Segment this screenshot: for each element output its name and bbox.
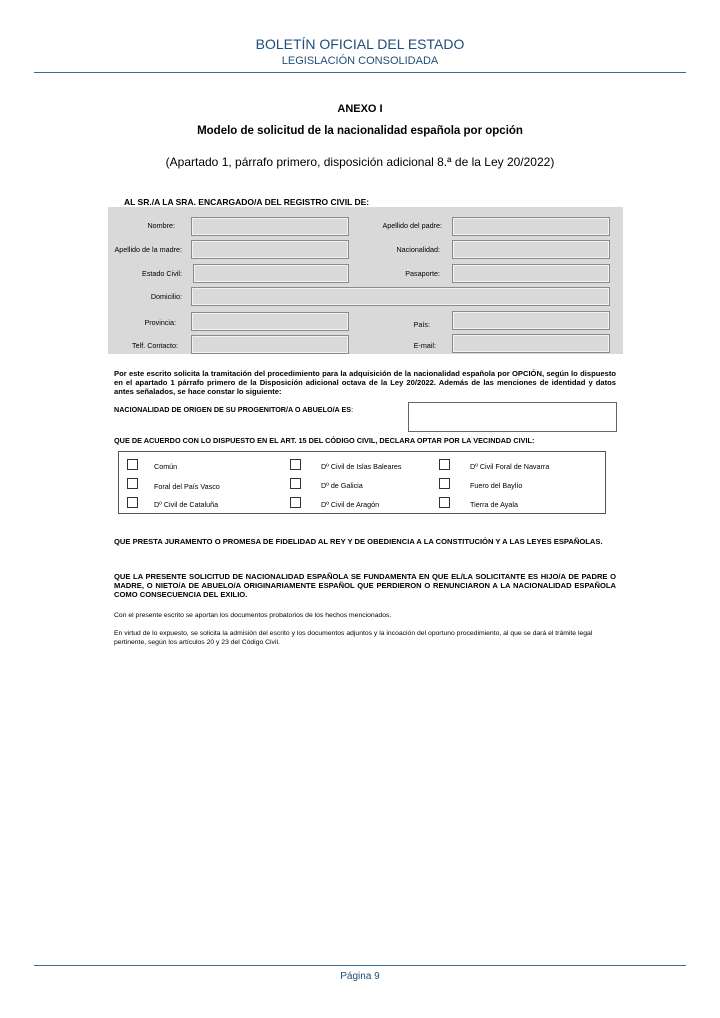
option-aragon: Dº Civil de Aragón [321,500,380,509]
option-pais-vasco: Foral del País Vasco [154,482,220,491]
origin-nationality-field[interactable] [408,402,617,432]
pasaporte-field[interactable] [452,264,610,283]
telefono-field[interactable] [191,335,349,354]
page-number: Página 9 [340,971,380,982]
checkbox-navarra[interactable] [439,459,450,470]
header-divider [34,72,686,73]
annex-heading: ANEXO I [337,103,383,115]
nombre-field[interactable] [191,217,349,236]
option-navarra: Dº Civil Foral de Navarra [470,462,550,471]
addressee-line: AL SR./A LA SRA. ENCARGADO/A DEL REGISTRO CIVIL DE: [124,197,370,207]
label-email: E-mail: [413,341,436,350]
option-cataluna: Dº Civil de Cataluña [154,500,219,509]
apellido-padre-field[interactable] [452,217,610,236]
vecindad-civil-label: QUE DE ACUERDO CON LO DISPUESTO EN EL ART. 15 DEL CÓDIGO CIVIL, DECLARA OPTAR POR LA VECINDAD CIVIL: [114,436,535,445]
checkbox-tierra-ayala[interactable] [439,497,450,508]
origin-nationality-label [114,405,404,414]
oath-declaration: QUE PRESTA JURAMENTO O PROMESA DE FIDELIDAD AL REY Y DE OBEDIENCIA A LA CONSTITUCIÓN Y A LAS LEYES ESPAÑOLAS. [114,537,603,546]
label-apellido-padre: Apellido del padre: [382,221,442,230]
checkbox-aragon[interactable] [290,497,301,508]
checkbox-pais-vasco[interactable] [127,478,138,489]
documents-statement: Con el presente escrito se aportan los documentos probatorios de los hechos mencionados. [114,612,392,619]
label-estado-civil: Estado Civil: [142,269,182,278]
checkbox-baylio[interactable] [439,478,450,489]
bulletin-subtitle: LEGISLACIÓN CONSOLIDADA [281,55,439,67]
label-provincia: Provincia: [144,318,176,327]
pais-field[interactable] [452,311,610,330]
option-baylio: Fuero del Baylío [470,481,523,490]
foundation-declaration: QUE LA PRESENTE SOLICITUD DE NACIONALIDAD ESPAÑOLA SE FUNDAMENTA EN QUE EL/LA SOLICITANTE ES HIJO/A DE PADRE O MADRE, O NIETO/A DE ABUELO/A ORIGINARIAMENTE ESPAÑOL QUE PERDIERON O RENUNCIARON A LA NACIONALIDAD ESPAÑOLA COMO CONSECUENCIA DEL EXILIO. [114,572,616,600]
form-title: Modelo de solicitud de la nacionalidad española por opción [197,125,523,137]
label-domicilio: Domicilio: [150,292,182,301]
checkbox-cataluna[interactable] [127,497,138,508]
origin-label-colon: : [351,405,354,414]
checkbox-galicia[interactable] [290,478,301,489]
form-subtitle: (Apartado 1, párrafo primero, disposición adicional 8.ª de la Ley 20/2022) [165,155,555,169]
apellido-madre-field[interactable] [191,240,349,259]
label-nombre: Nombre: [147,221,175,230]
footer-divider [34,965,686,966]
label-telefono: Telf. Contacto: [132,341,178,350]
checkbox-islas-baleares[interactable] [290,459,301,470]
domicilio-field[interactable] [191,287,610,306]
nacionalidad-field[interactable] [452,240,610,259]
label-nacionalidad: Nacionalidad: [396,245,440,254]
request-paragraph: Por este escrito solicita la tramitación del procedimiento para la adquisición de la nacionalidad española por OPCIÓN, según lo dispuesto en el apartado 1 párrafo primero de la Disposición adicional octava de la Ley 20/2022. Además de las menciones de identidad y datos antes señalados, se hace constar lo siguiente: [114,369,616,397]
option-tierra-ayala: Tierra de Ayala [470,500,518,509]
option-islas-baleares: Dº Civil de Islas Baleares [321,462,402,471]
label-pasaporte: Pasaporte: [405,269,440,278]
provincia-field[interactable] [191,312,349,331]
email-field[interactable] [452,334,610,353]
checkbox-comun[interactable] [127,459,138,470]
label-apellido-madre: Apellido de la madre: [114,245,182,254]
origin-label-text: NACIONALIDAD DE ORIGEN DE SU PROGENITOR/A O ABUELO/A ES [114,405,352,414]
bulletin-title: BOLETÍN OFICIAL DEL ESTADO [255,36,465,52]
option-comun: Común [154,462,178,471]
option-galicia: Dº de Galicia [321,481,363,490]
estado-civil-field[interactable] [193,264,349,283]
closing-statement: En virtud de lo expuesto, se solicita la admisión del escrito y los documentos adjuntos y la incoación del oportuno procedimiento, al que se dará el trámite legal pertinente, según los artículos 20 y 23 del Código Civil. [114,630,593,646]
label-pais: País: [413,320,430,329]
